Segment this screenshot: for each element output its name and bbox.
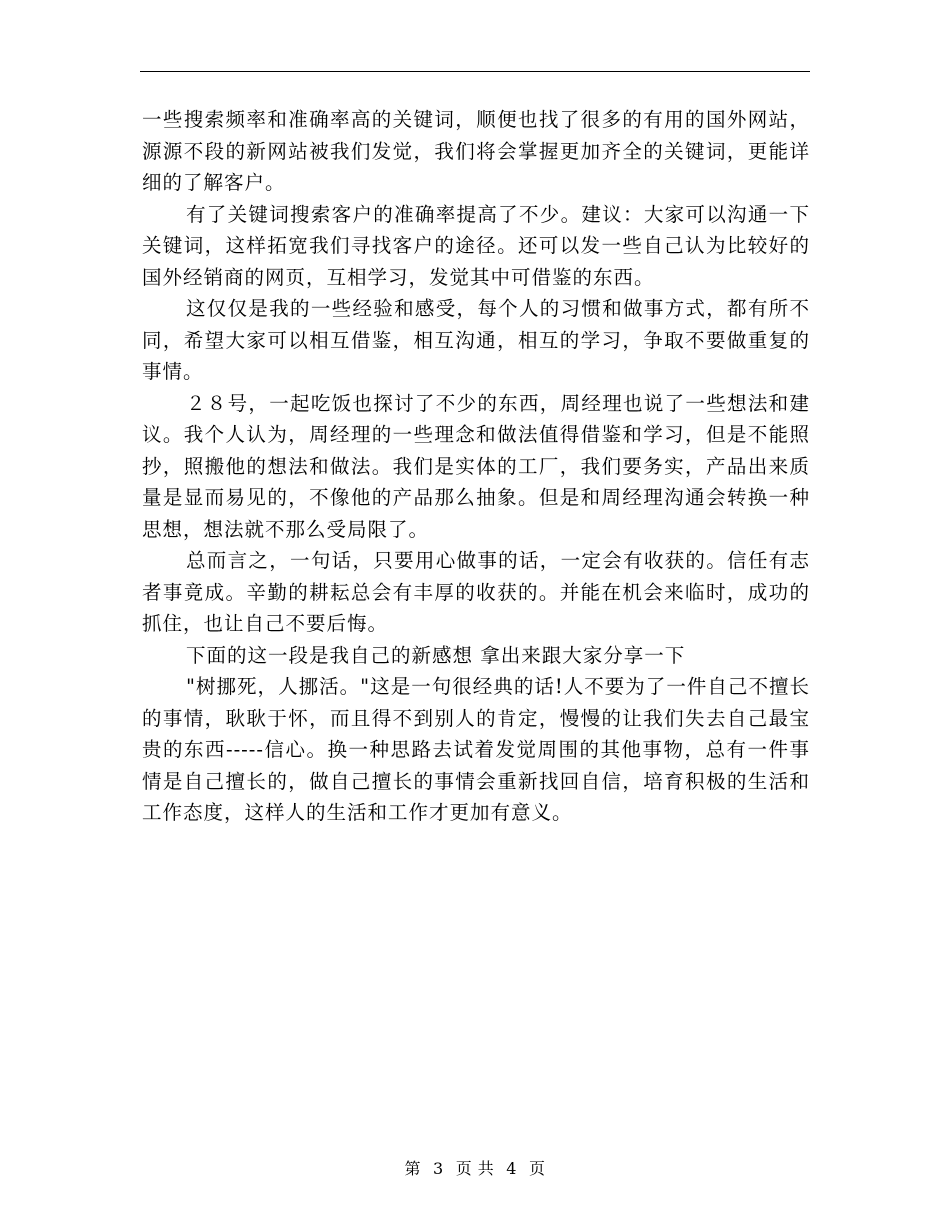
page-label-suffix: 页 [528,1159,546,1178]
paragraph-4: ２８号，一起吃饭也探讨了不少的东西，周经理也说了一些想法和建议。我个人认为，周经理的一些理念和做法值得借鉴和学习，但是不能照抄，照搬他的想法和做法。我们是实体的工厂，我们要务实，产品出来质量是显而易见的，不像他的产品那么抽象。但是和周经理沟通会转换一种思想，想法就不那么受局限了。 [142,391,810,541]
paragraph-6: 下面的这一段是我自己的新感想 拿出来跟大家分享一下 [186,643,686,667]
page-footer [0,1156,950,1179]
document-body [142,104,810,829]
current-page-number: 3 [433,1159,444,1178]
total-pages-number: 4 [506,1159,517,1178]
header-rule [140,71,810,72]
page-label-prefix: 第 [404,1159,422,1178]
paragraph-1: 一些搜索频率和准确率高的关键词，顺便也找了很多的有用的国外网站，源源不段的新网站被我们发觉，我们将会掌握更加齐全的关键词，更能详细的了解客户。 [142,108,810,194]
paragraph-7: "树挪死，人挪活。"这是一句很经典的话!人不要为了一件自己不擅长的事情，耿耿于怀，而且得不到别人的肯定，慢慢的让我们失去自己最宝贵的东西-----信心。换一种思路去试着发觉周围的其他事物，总有一件事情是自己擅长的，做自己擅长的事情会重新找回自信，培育积极的生活和工作态度，这样人的生活和工作才更加有意义。 [142,675,810,824]
paragraph-3: 这仅仅是我的一些经验和感受，每个人的习惯和做事方式，都有所不同，希望大家可以相互借鉴，相互沟通，相互的学习，争取不要做重复的事情。 [142,297,810,383]
paragraph-2: 有了关键词搜索客户的准确率提高了不少。建议：大家可以沟通一下关键词，这样拓宽我们寻找客户的途径。还可以发一些自己认为比较好的国外经销商的网页，互相学习，发觉其中可借鉴的东西。 [142,202,810,289]
page-label-mid: 页 共 [455,1159,495,1178]
paragraph-5: 总而言之，一句话，只要用心做事的话，一定会有收获的。信任有志者事竟成。辛勤的耕耘总会有丰厚的收获的。并能在机会来临时，成功的抓住，也让自己不要后悔。 [142,549,810,635]
